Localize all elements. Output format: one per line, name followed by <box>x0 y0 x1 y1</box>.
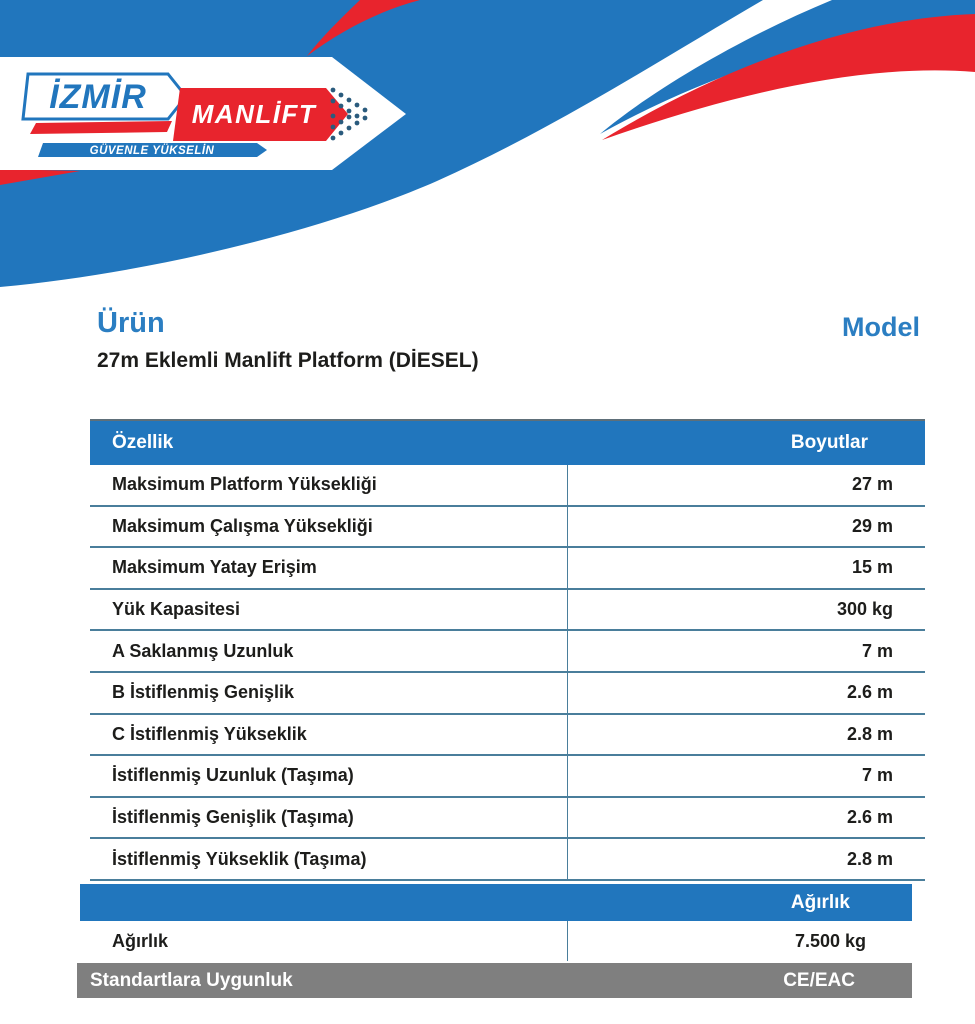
row-value: 29 m <box>851 515 893 536</box>
row-label: İstiflenmiş Uzunluk (Taşıma) <box>90 756 568 796</box>
standards-label: Standartlara Uygunluk <box>90 969 293 991</box>
table-row <box>90 590 925 632</box>
table-row <box>90 798 925 840</box>
row-value: 7 m <box>861 640 893 661</box>
row-label: İstiflenmiş Yükseklik (Taşıma) <box>90 839 568 879</box>
spec-table <box>90 419 925 881</box>
row-value: 2.6 m <box>846 682 893 703</box>
row-label: İstiflenmiş Genişlik (Taşıma) <box>90 798 568 838</box>
table-row <box>90 548 925 590</box>
table-row <box>90 465 925 507</box>
row-value: 2.6 m <box>846 807 893 828</box>
row-label: Ağırlık <box>90 921 568 961</box>
column-header-feature: Özellik <box>112 432 174 453</box>
row-value: 2.8 m <box>846 848 893 869</box>
logo-red-stripe-shape <box>30 121 172 134</box>
row-label: A Saklanmış Uzunluk <box>90 631 568 671</box>
row-label: C İstiflenmiş Yükseklik <box>90 715 568 755</box>
row-label: B İstiflenmiş Genişlik <box>90 673 568 713</box>
brand-primary-text: İZMİR <box>49 78 147 116</box>
row-value: 27 m <box>851 474 893 495</box>
weight-header-bar <box>80 884 912 921</box>
table-row <box>90 673 925 715</box>
row-label: Maksimum Platform Yüksekliği <box>90 465 568 505</box>
table-row <box>90 507 925 549</box>
weight-header-label: Ağırlık <box>790 891 850 913</box>
table-header-bar <box>90 419 925 465</box>
table-row <box>90 631 925 673</box>
brand-secondary-text: MANLİFT <box>191 99 317 129</box>
table-row <box>90 756 925 798</box>
table-row <box>90 839 925 881</box>
row-value: 7.500 kg <box>794 930 866 951</box>
standards-bar <box>77 963 912 998</box>
row-label: Maksimum Çalışma Yüksekliği <box>90 507 568 547</box>
column-header-dimensions: Boyutlar <box>790 432 868 453</box>
row-value: 300 kg <box>836 599 893 620</box>
product-name: 27m Eklemli Manlift Platform (DİESEL) <box>97 349 479 372</box>
model-section-label: Model <box>842 312 920 342</box>
header-graphic <box>0 0 975 292</box>
table-row <box>90 921 925 961</box>
row-value: 2.8 m <box>846 723 893 744</box>
standards-value: CE/EAC <box>783 969 855 991</box>
brand-tagline-text: GÜVENLE YÜKSELİN <box>89 145 215 157</box>
product-section-label: Ürün <box>97 307 165 339</box>
row-value: 15 m <box>851 557 893 578</box>
row-value: 7 m <box>861 765 893 786</box>
row-label: Maksimum Yatay Erişim <box>90 548 568 588</box>
row-label: Yük Kapasitesi <box>90 590 568 630</box>
table-row <box>90 715 925 757</box>
